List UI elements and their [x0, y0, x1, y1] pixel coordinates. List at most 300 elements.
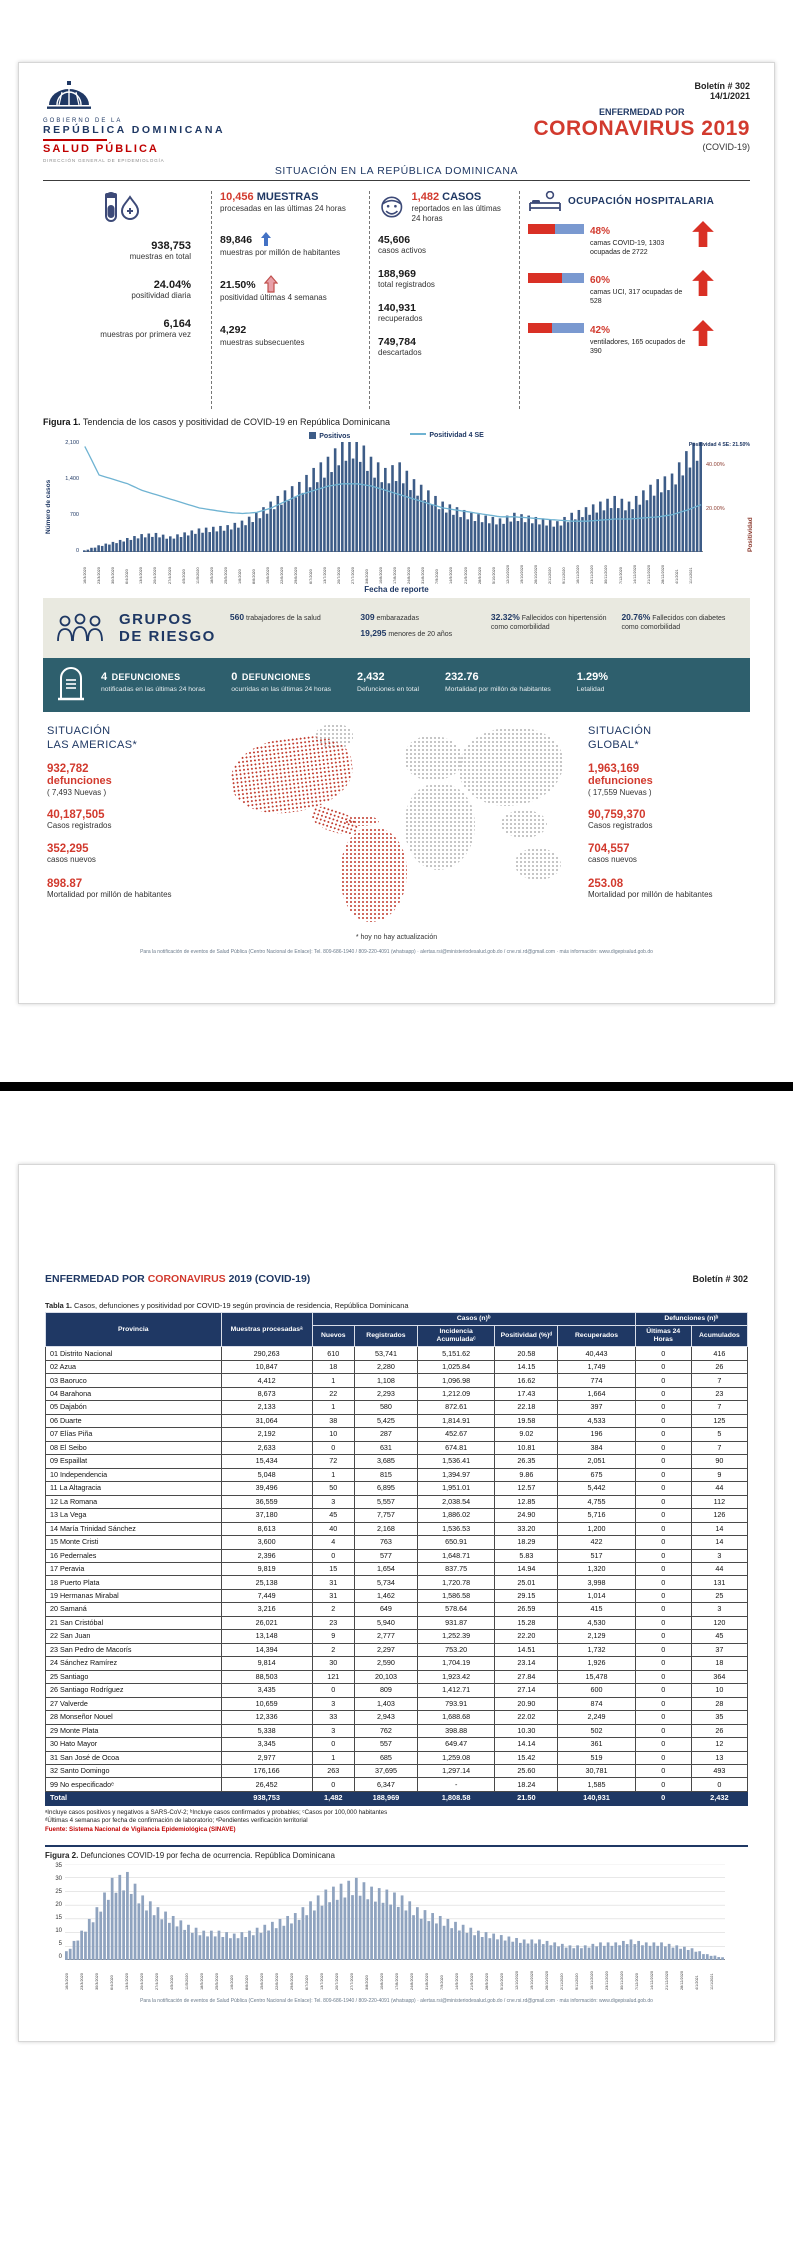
figura2-title: [45, 1845, 748, 1860]
table-body: [46, 1347, 748, 1791]
table-cell: 1,014: [558, 1589, 635, 1602]
x-axis-tick-label: 17/8/2020: [393, 567, 398, 585]
table-cell: 121: [312, 1670, 354, 1683]
x-axis-tick-label: 21/9/2020: [470, 1972, 474, 1990]
table-cell: 8,673: [221, 1387, 312, 1400]
table-cell: 0: [635, 1428, 691, 1441]
x-axis-tick-label: 29/6/2020: [290, 1972, 294, 1990]
table-cell: 2: [312, 1643, 354, 1656]
table-cell: 16.62: [495, 1374, 558, 1387]
table-cell: 15.28: [495, 1616, 558, 1629]
table-total-row: [46, 1791, 748, 1805]
right-axis-tick-label: 40.00%: [706, 462, 725, 469]
y-axis-tick-label: 10: [55, 1927, 62, 1934]
risk-group-label: Fallecidos con hipertensión como comorbilidad: [490, 615, 607, 632]
global-cases-label: Casos registrados: [588, 820, 653, 830]
world-map: [219, 724, 575, 930]
table-cell: 1,749: [558, 1360, 635, 1373]
table-cell: 23.14: [495, 1657, 558, 1670]
page2-title-pre: ENFERMEDAD POR: [45, 1273, 148, 1285]
americas-new-cases-value: 352,295: [47, 843, 89, 856]
table-cell: 39,496: [221, 1482, 312, 1495]
muestras-24h-column: [211, 191, 369, 409]
table-cell: 14 María Trinidad Sánchez: [46, 1522, 222, 1535]
table-cell: 763: [354, 1536, 417, 1549]
col-registrados: Registrados: [354, 1326, 417, 1347]
table-cell: 793.91: [418, 1697, 495, 1710]
chart2-x-axis-labels: [65, 1960, 725, 1990]
table-cell: 13 La Vega: [46, 1509, 222, 1522]
occupancy-label: ventiladores, 165 ocupados de 390: [590, 338, 686, 355]
col-acumulados: Acumulados: [691, 1326, 747, 1347]
table1-title: [45, 1301, 748, 1310]
ocupacion-items: [528, 221, 742, 356]
risk-group-column: [360, 612, 477, 644]
table-cell: 27 Valverde: [46, 1697, 222, 1710]
x-axis-tick-label: 30/11/2020: [620, 1970, 624, 1990]
x-axis-tick-label: 6/4/2020: [125, 569, 130, 585]
table-cell: 3,600: [221, 1536, 312, 1549]
table-cell: 753.20: [418, 1643, 495, 1656]
table-cell: 0: [635, 1482, 691, 1495]
table-cell: 0: [635, 1738, 691, 1751]
world-situation-section: [43, 712, 750, 941]
muestras-subsecuentes-value: 4,292: [220, 324, 247, 337]
figura2-chart: [45, 1864, 748, 1990]
table-cell: 1,025.84: [418, 1360, 495, 1373]
x-axis-tick-label: 14/12/2020: [632, 565, 637, 585]
x-axis-tick-label: 6/7/2020: [305, 1974, 309, 1990]
table-cell: 8,613: [221, 1522, 312, 1535]
x-axis-tick-label: 28/12/2020: [680, 1970, 684, 1990]
muestras-24h-value: 10,456: [220, 191, 254, 204]
table-row: [46, 1428, 748, 1441]
deaths-label: ocurridas en las últimas 24 horas: [231, 686, 332, 694]
table-cell: 6,347: [354, 1778, 417, 1791]
x-axis-tick-label: 8/6/2020: [245, 1974, 249, 1990]
risk-group-stat: [360, 628, 477, 639]
x-axis-tick-label: 9/11/2020: [575, 1973, 579, 1990]
risk-groups-stats: [230, 612, 738, 644]
table-cell: 416: [691, 1347, 747, 1360]
global-new-deaths: ( 17,559 Nuevas ): [588, 787, 652, 797]
x-axis-tick-label: 11/1/2021: [710, 1973, 714, 1990]
table-cell: 10: [691, 1684, 747, 1697]
x-axis-tick-label: 28/9/2020: [477, 567, 482, 585]
figura2-title-bold: Figura 2.: [45, 1850, 79, 1860]
table-cell: 19 Hermanas Mirabal: [46, 1589, 222, 1602]
table-cell: 10.30: [495, 1724, 558, 1737]
table-row: [46, 1562, 748, 1575]
table-row: [46, 1482, 748, 1495]
x-axis-tick-label: 2/11/2020: [548, 567, 553, 585]
y-axis-tick-label: 35: [55, 1862, 62, 1869]
americas-new-cases-label: casos nuevos: [47, 855, 96, 865]
table-cell: 5,425: [354, 1414, 417, 1427]
legend-positividad: [410, 432, 483, 439]
risk-group-value: 309: [360, 612, 375, 623]
risk-group-column: [491, 612, 608, 644]
table-cell: 23: [312, 1616, 354, 1629]
deaths-band: [43, 658, 750, 712]
legend-positivos: [309, 432, 350, 440]
table-cell: 1,096.98: [418, 1374, 495, 1387]
figura2-title-rest: Defunciones COVID-19 por fecha de ocurrencia. República Dominicana: [78, 1850, 335, 1860]
red-up-arrow-icon: [692, 270, 714, 296]
table-cell: 16 Pedernales: [46, 1549, 222, 1562]
table-cell: 9.02: [495, 1428, 558, 1441]
table-row: [46, 1603, 748, 1616]
test-tube-drop-icon: [98, 191, 144, 225]
table-cell: 19.58: [495, 1414, 558, 1427]
americas-new-deaths: ( 7,493 Nuevas ): [47, 787, 107, 797]
x-axis-tick-label: 8/6/2020: [252, 569, 257, 585]
y-axis-tick-label: 700: [69, 512, 79, 519]
table-cell: 26: [691, 1724, 747, 1737]
x-axis-tick-label: 20/4/2020: [140, 1972, 144, 1990]
x-axis-tick-label: 11/1/2021: [689, 567, 694, 585]
table-cell: 931.87: [418, 1616, 495, 1629]
table-cell: 03 Baoruco: [46, 1374, 222, 1387]
x-axis-tick-label: 4/5/2020: [181, 569, 186, 585]
col-recuperados: Recuperados: [558, 1326, 635, 1347]
occupancy-bar: [528, 273, 584, 283]
x-axis-tick-label: 9/11/2020: [562, 567, 567, 585]
table-cell: 14.94: [495, 1562, 558, 1575]
muestras-24h-headline: [220, 191, 361, 203]
table-cell: 519: [558, 1751, 635, 1764]
occupancy-percent: 60%: [590, 275, 611, 287]
table-cell: 263: [312, 1765, 354, 1778]
total-cell: Total: [46, 1791, 222, 1805]
table-cell: 0: [635, 1441, 691, 1454]
table-cell: 37,695: [354, 1765, 417, 1778]
table-cell: 837.75: [418, 1562, 495, 1575]
table-cell: 14.15: [495, 1360, 558, 1373]
table-cell: 0: [635, 1751, 691, 1764]
total-cell: 1,808.58: [418, 1791, 495, 1805]
x-axis-tick-label: 15/6/2020: [260, 1972, 264, 1990]
x-axis-tick-label: 10/8/2020: [378, 567, 383, 585]
casos-24h-headline: [412, 191, 511, 203]
source-note: Fuente: Sistema Nacional de Vigilancia Epidemiológica (SINAVE): [45, 1825, 236, 1833]
x-axis-tick-label: 27/7/2020: [350, 567, 355, 585]
table-cell: 37,180: [221, 1509, 312, 1522]
y-axis-title: Número de casos: [45, 480, 52, 535]
table-cell: 5,338: [221, 1724, 312, 1737]
casos-activos-value: 45,606: [378, 234, 411, 247]
table-cell: 33.20: [495, 1522, 558, 1535]
americas-deaths-value: 932,782: [47, 762, 89, 775]
table-cell: 2,051: [558, 1455, 635, 1468]
table-row: [46, 1347, 748, 1360]
recuperados-value: 140,931: [378, 302, 416, 315]
table-cell: 2,293: [354, 1387, 417, 1400]
table-cell: 196: [558, 1428, 635, 1441]
global-title: [588, 724, 746, 753]
table-cell: 631: [354, 1441, 417, 1454]
deaths-stat: [231, 666, 331, 694]
table-cell: 29.15: [495, 1589, 558, 1602]
y-axis-tick-label: 15: [55, 1914, 62, 1921]
table-cell: 25 Santiago: [46, 1670, 222, 1683]
table-cell: 18.24: [495, 1778, 558, 1791]
table-cell: 1,648.71: [418, 1549, 495, 1562]
table-row: [46, 1738, 748, 1751]
table-cell: 7,757: [354, 1509, 417, 1522]
x-axis-tick-label: 16/11/2020: [576, 565, 581, 585]
table-cell: 31,064: [221, 1414, 312, 1427]
map-region-europe: [405, 736, 463, 780]
red-up-arrow-icon: [692, 320, 714, 346]
risk-groups-title: [119, 611, 216, 646]
legend-positivos-label: Positivos: [319, 432, 351, 440]
table-cell: 1: [312, 1401, 354, 1414]
table-cell: 1,585: [558, 1778, 635, 1791]
casos-activos-stat: [378, 234, 511, 256]
x-axis-tick-label: 14/9/2020: [455, 1972, 459, 1990]
table-cell: 1,704.19: [418, 1657, 495, 1670]
table-cell: 10,847: [221, 1360, 312, 1373]
table-row: [46, 1643, 748, 1656]
x-axis-tick-label: 14/12/2020: [650, 1970, 654, 1990]
table-cell: 10 Independencia: [46, 1468, 222, 1481]
page2-footer: Para la notificación de eventos de Salud Pública (Centro Nacional de Enlace): Tel. 809-686-1940 / 809-220-4091 (whatsapp) · alertas.rsi@ministeriodesalud.gob.do / cne.rsi.rd@gmail.com · más información: www.digepisalud.gob.do: [140, 1997, 653, 2004]
chart2-y-axis: [45, 1864, 65, 1960]
table-cell: 0: [635, 1630, 691, 1643]
risk-groups-band: [43, 598, 750, 658]
table-cell: 2,590: [354, 1657, 417, 1670]
table-cell: 0: [635, 1670, 691, 1683]
x-axis-tick-label: 24/8/2020: [407, 567, 412, 585]
table-cell: 5.83: [495, 1549, 558, 1562]
table-cell: 50: [312, 1482, 354, 1495]
up-arrow-icon: [261, 232, 271, 246]
page-1: [18, 62, 775, 1004]
x-axis-tick-label: 25/5/2020: [223, 567, 228, 585]
x-axis-tick-label: 14/9/2020: [449, 567, 454, 585]
table-cell: 12.57: [495, 1482, 558, 1495]
table-row: [46, 1387, 748, 1400]
x-axis-tick-label: 20/7/2020: [336, 567, 341, 585]
table-cell: 1,926: [558, 1657, 635, 1670]
x-axis-tick-label: 28/12/2020: [660, 565, 665, 585]
x-axis-tick-label: 26/10/2020: [545, 1970, 549, 1990]
risk-group-column: [621, 612, 738, 644]
x-axis-tick-label: 5/10/2020: [491, 567, 496, 585]
table-cell: 0: [635, 1724, 691, 1737]
table-cell: 15,434: [221, 1455, 312, 1468]
global-deaths-value: 1,963,169: [588, 762, 640, 775]
table-cell: 88,503: [221, 1670, 312, 1683]
americas-title: [47, 724, 205, 753]
table-cell: 22.02: [495, 1711, 558, 1724]
x-axis-tick-label: 21/9/2020: [463, 567, 468, 585]
x-axis-tick-label: 11/5/2020: [195, 567, 200, 585]
x-axis-tick-label: 1/6/2020: [230, 1974, 234, 1990]
x-axis-tick-label: 11/5/2020: [185, 1973, 189, 1990]
table-cell: 0: [635, 1603, 691, 1616]
table-cell: 9.86: [495, 1468, 558, 1481]
table-cell: 14: [691, 1522, 747, 1535]
deaths-value: 4: [101, 671, 108, 684]
x-axis-tick-label: 13/7/2020: [322, 567, 327, 585]
table-cell: 12,336: [221, 1711, 312, 1724]
table-cell: 1: [312, 1751, 354, 1764]
table-cell: 5,557: [354, 1495, 417, 1508]
table-cell: 415: [558, 1603, 635, 1616]
risk-groups-title-line1: GRUPOS: [119, 610, 194, 628]
x-axis-tick-label: 13/7/2020: [320, 1972, 324, 1990]
table-cell: 38: [312, 1414, 354, 1427]
x-axis-tick-label: 7/12/2020: [635, 1972, 639, 1990]
muestras-millon-value: 89,846: [220, 234, 253, 247]
table-cell: 4,412: [221, 1374, 312, 1387]
right-axis-title: Positividad: [747, 517, 754, 553]
table-cell: 0: [635, 1657, 691, 1670]
table-cell: 0: [312, 1684, 354, 1697]
table-cell: 422: [558, 1536, 635, 1549]
americas-stats: [47, 724, 205, 941]
positividad-4sem-stat: [220, 275, 361, 303]
table-cell: 0: [635, 1549, 691, 1562]
y-axis-tick-label: 0: [58, 1953, 62, 1960]
risk-group-label: Fallecidos con diabetes como comorbilidad: [621, 615, 726, 632]
table-cell: 24.90: [495, 1509, 558, 1522]
table-cell: 5,940: [354, 1616, 417, 1629]
table-cell: 580: [354, 1401, 417, 1414]
table-cell: 07 Elías Piña: [46, 1428, 222, 1441]
table-cell: 493: [691, 1765, 747, 1778]
total-registrados-label: total registrados: [378, 280, 435, 290]
map-note: * hoy no hay actualización: [355, 934, 438, 942]
page2-title: [45, 1273, 310, 1285]
table-cell: 5: [691, 1428, 747, 1441]
table-cell: 0: [312, 1441, 354, 1454]
table-cell: 22.20: [495, 1630, 558, 1643]
x-axis-tick-label: 20/7/2020: [335, 1972, 339, 1990]
table-cell: 25.60: [495, 1765, 558, 1778]
americas-mortality-label: Mortalidad por millón de habitantes: [47, 889, 172, 899]
deaths-stat: [445, 666, 551, 694]
table-cell: 20.58: [495, 1347, 558, 1360]
x-axis-tick-label: 3/8/2020: [365, 1974, 369, 1990]
col-muestras: Muestras procesadasᵃ: [221, 1313, 312, 1347]
table-cell: 0: [635, 1576, 691, 1589]
table-cell: 809: [354, 1684, 417, 1697]
risk-group-stat: [360, 612, 477, 623]
table-cell: 20.90: [495, 1697, 558, 1710]
red-up-arrow-icon: [692, 221, 714, 247]
table-row: [46, 1576, 748, 1589]
table-row: [46, 1751, 748, 1764]
table-cell: 23: [691, 1387, 747, 1400]
x-axis-tick-label: 7/9/2020: [435, 569, 440, 585]
x-axis-tick-label: 30/3/2020: [111, 567, 116, 585]
page-2: [18, 1164, 775, 2042]
table-row: [46, 1724, 748, 1737]
table-row: [46, 1778, 748, 1791]
table-cell: 2,297: [354, 1643, 417, 1656]
x-axis-tick-label: 16/3/2020: [65, 1972, 69, 1990]
x-axis-tick-label: 10/8/2020: [380, 1972, 384, 1990]
occupancy-percent: 42%: [590, 324, 611, 336]
table-cell: 1,212.09: [418, 1387, 495, 1400]
table-row: [46, 1684, 748, 1697]
risk-group-label: menores de 20 años: [388, 631, 453, 639]
table-cell: 45: [312, 1509, 354, 1522]
map-region-australia: [515, 848, 561, 880]
muestras-total-label: muestras en total: [129, 252, 191, 262]
table-cell: 27.14: [495, 1684, 558, 1697]
table-cell: 3,216: [221, 1603, 312, 1616]
table-cell: 10.81: [495, 1441, 558, 1454]
americas-mortality-value: 898.87: [47, 877, 83, 890]
x-axis-tick-label: 12/10/2020: [505, 565, 510, 585]
table-cell: 40,443: [558, 1347, 635, 1360]
table-cell: 53,741: [354, 1347, 417, 1360]
table-cell: 20 Samaná: [46, 1603, 222, 1616]
muestras-24h-suffix: MUESTRAS: [256, 191, 319, 204]
table-row: [46, 1765, 748, 1778]
table-cell: 15: [312, 1562, 354, 1575]
table-cell: 872.61: [418, 1401, 495, 1414]
table-cell: 0: [635, 1616, 691, 1629]
page2-title-red: CORONAVIRUS: [147, 1273, 226, 1285]
table-cell: 17.43: [495, 1387, 558, 1400]
x-axis-tick-label: 31/8/2020: [425, 1972, 429, 1990]
risk-group-label: trabajadores de la salud: [246, 615, 321, 623]
table-row: [46, 1360, 748, 1373]
x-axis-tick-label: 22/6/2020: [275, 1972, 279, 1990]
map-region-north-america: [226, 731, 356, 819]
positividad-diaria-label: positividad diaria: [131, 291, 191, 301]
samples-column: [43, 191, 211, 409]
risk-group-value: 20.76%: [621, 612, 651, 623]
table-cell: 1,536.53: [418, 1522, 495, 1535]
x-axis-tick-label: 16/11/2020: [590, 1970, 594, 1990]
table-cell: 2: [312, 1603, 354, 1616]
deaths-title: DEFUNCIONES: [241, 672, 311, 683]
table-cell: 14,394: [221, 1643, 312, 1656]
x-axis-tick-label: 23/11/2020: [590, 565, 595, 585]
total-cell: 938,753: [221, 1791, 312, 1805]
table-cell: 2,777: [354, 1630, 417, 1643]
table-cell: 31 San José de Ocoa: [46, 1751, 222, 1764]
muestras-primera-vez-stat: [51, 318, 191, 340]
deaths-stats: [101, 666, 736, 694]
provincias-table: [45, 1312, 748, 1806]
table-cell: 0: [635, 1643, 691, 1656]
up-arrow-outline-icon: [264, 275, 278, 293]
table-cell: 0: [635, 1589, 691, 1602]
positivity-annotation: Positividad 4 SE: 21.50%: [688, 442, 750, 449]
right-axis-tick-label: 20.00%: [706, 506, 725, 513]
table-cell: 0: [635, 1778, 691, 1791]
table-cell: 9: [312, 1630, 354, 1643]
table-cell: 2,943: [354, 1711, 417, 1724]
table-cell: 1,586.58: [418, 1589, 495, 1602]
y-axis-tick-label: 30: [55, 1875, 62, 1882]
global-mortality-value: 253.08: [588, 877, 624, 890]
gov-line2: REPÚBLICA DOMINICANA: [43, 124, 226, 136]
table-cell: 4,530: [558, 1616, 635, 1629]
table-cell: 23 San Pedro de Macorís: [46, 1643, 222, 1656]
table-cell: 3,685: [354, 1455, 417, 1468]
y-axis-tick-label: 25: [55, 1888, 62, 1895]
table-cell: 26,452: [221, 1778, 312, 1791]
bulletin-date: 14/1/2021: [709, 91, 750, 101]
